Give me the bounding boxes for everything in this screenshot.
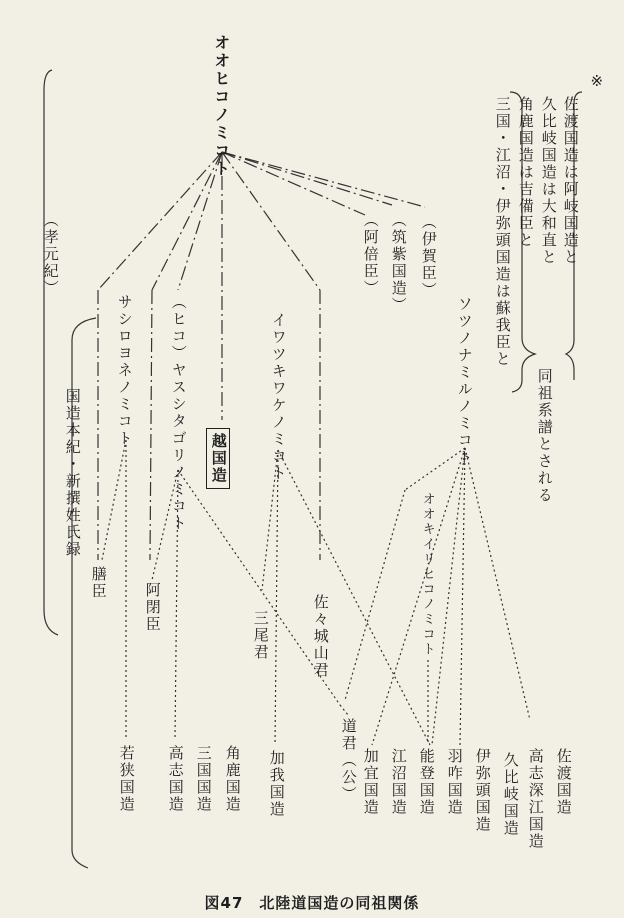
kashiwade-label: 膳臣 [89,566,108,600]
iwatsuki-name: イワツキワケノミコト [269,312,288,482]
kuni-label: 若狭国造 [117,745,136,813]
iga-label: （伊賀臣） [419,214,438,299]
note-tail: 同祖系譜とされる [535,368,554,504]
note-line: 佐渡国造は阿岐国造と [561,96,580,266]
mio-label: 三尾君 [251,610,270,661]
ookiiri-name: オオキイリヒコノミコト [419,492,435,657]
ahe-label: 阿閉臣 [143,582,162,633]
note-line: 三国・江沼・伊弥頭国造は蘇我臣と [493,96,512,368]
michi-label: 道君（公） [339,718,358,803]
kuni-label: 三国国造 [194,745,213,813]
descendant-links [102,440,530,745]
abe-label: （阿倍臣） [361,212,380,297]
kuni-label: 高志国造 [166,745,185,813]
note-mark: ※ [587,72,606,92]
kogen-label: （孝元紀） [41,212,60,297]
sasaki-label: 佐々城山君 [311,594,330,679]
sashiro-name: サシロヨネノミコト [115,294,134,447]
kuni-label: 加宜国造 [361,748,380,816]
kuni-label: 加我国造 [267,750,286,818]
kuni-label: 能登国造 [417,748,436,816]
koshi-box: 越国造 [206,428,230,489]
figure-caption: 図47 北陸道国造の同祖関係 [204,894,420,912]
kuni-label: 江沼国造 [389,748,408,816]
sotsuna-name: ソツノナミルノミコト [455,296,474,466]
kuni-label: 羽咋国造 [445,748,464,816]
hikoyasu-name: （ヒコ）ヤスシタゴリノミコト [169,294,188,532]
kuni-label: 伊弥頭国造 [473,748,492,833]
kuni-label: 久比岐国造 [501,752,520,837]
kogen-bracket [41,70,60,635]
root-name: オオヒコノミコト [211,34,231,178]
kuni-label: 佐渡国造 [554,748,573,816]
tsukushi-label: （筑紫国造） [389,212,408,314]
kuni-label: 角鹿国造 [223,745,242,813]
source-label: 国造本紀・新撰姓氏録 [63,388,82,558]
note-line: 角鹿国造は吉備臣と [516,96,535,249]
kuni-label: 高志深江国造 [526,748,545,850]
note-line: 久比岐国造は大和直と [539,96,558,266]
